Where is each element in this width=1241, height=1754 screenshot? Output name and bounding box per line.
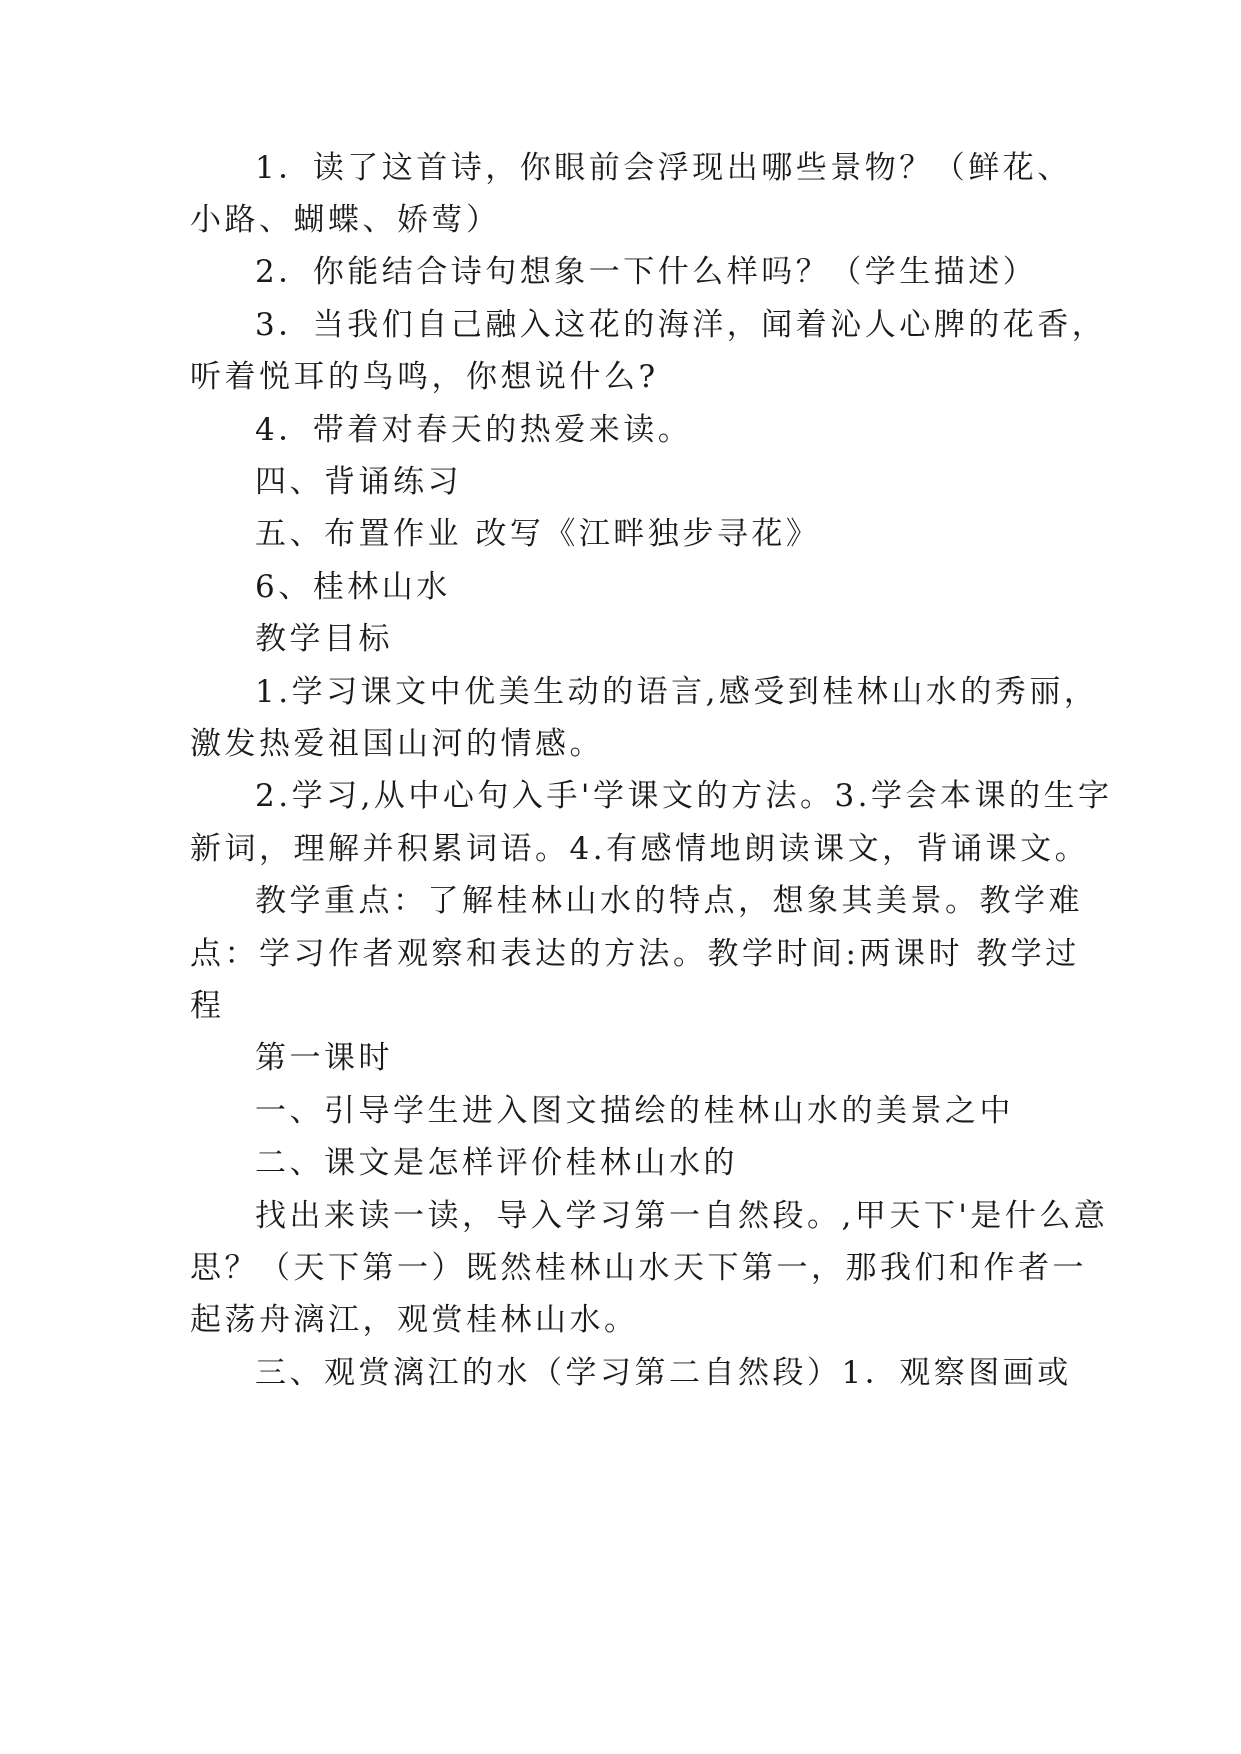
text-line: 教学重点：了解桂林山水的特点，想象其美景。教学难 — [255, 883, 1083, 919]
text-line: 听着悦耳的鸟鸣，你想说什么? — [190, 359, 659, 395]
text-line: 2.学习,从中心句入手'学课文的方法。3.学会本课的生字 — [255, 778, 1113, 814]
text-line: 小路、蝴蝶、娇莺） — [190, 202, 501, 238]
section-heading: 第一课时 — [255, 1040, 393, 1076]
section-heading: 四、背诵练习 — [255, 464, 462, 500]
text-line: 3．当我们自己融入这花的海洋，闻着沁人心脾的花香， — [255, 307, 1107, 343]
text-line: 思？（天下第一）既然桂林山水天下第一，那我们和作者一 — [190, 1250, 1087, 1286]
text-line: 新词，理解并积累词语。4.有感情地朗读课文，背诵课文。 — [190, 831, 1090, 867]
text-line: 2．你能结合诗句想象一下什么样吗？（学生描述） — [255, 254, 1038, 290]
text-line: 1．读了这首诗，你眼前会浮现出哪些景物？（鲜花、 — [255, 150, 1072, 186]
section-heading: 三、观赏漓江的水（学习第二自然段）1．观察图画或 — [255, 1355, 1072, 1391]
text-line: 起荡舟漓江，观赏桂林山水。 — [190, 1302, 639, 1338]
text-line: 1.学习课文中优美生动的语言,感受到桂林山水的秀丽， — [255, 674, 1099, 710]
lesson-title: 6、桂林山水 — [255, 569, 451, 605]
text-line: 4．带着对春天的热爱来读。 — [255, 412, 693, 448]
section-heading: 一、引导学生进入图文描绘的桂林山水的美景之中 — [255, 1093, 1014, 1129]
text-line: 找出来读一读，导入学习第一自然段。,甲天下'是什么意 — [255, 1198, 1109, 1234]
text-line: 点：学习作者观察和表达的方法。教学时间:两课时 教学过 — [190, 936, 1080, 972]
section-heading: 二、课文是怎样评价桂林山水的 — [255, 1145, 738, 1181]
section-heading: 五、布置作业 改写《江畔独步寻花》 — [255, 516, 821, 552]
text-line: 程 — [190, 988, 225, 1024]
text-line: 激发热爱祖国山河的情感。 — [190, 726, 604, 762]
section-heading: 教学目标 — [255, 621, 393, 657]
